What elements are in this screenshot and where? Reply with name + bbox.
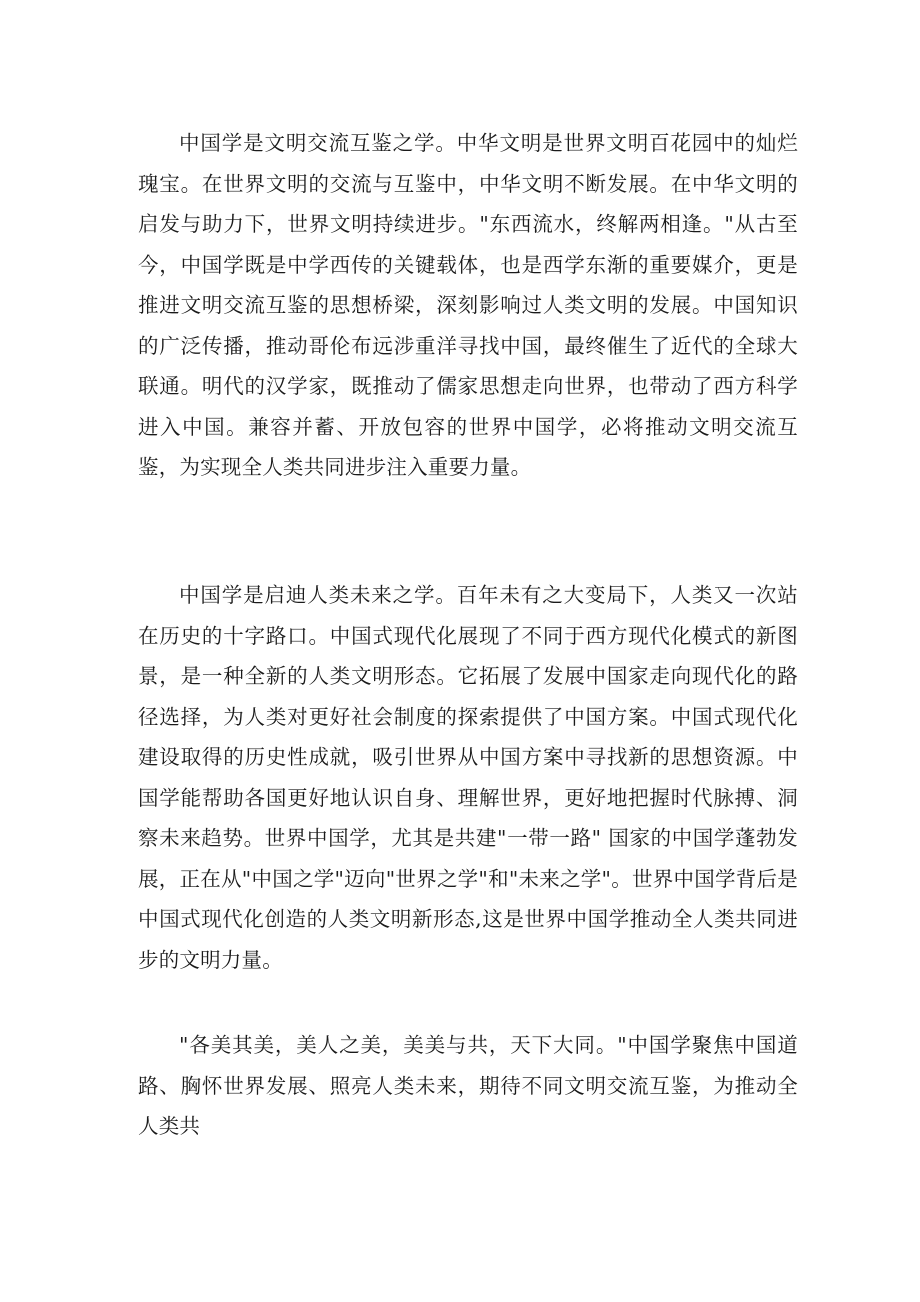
paragraph-civilization-exchange: 中国学是文明交流互鉴之学。中华文明是世界文明百花园中的灿烂瑰宝。在世界文明的交流与互鉴中，中华文明不断发展。在中华文明的启发与助力下，世界文明持续进步。"东西流水，终解两相逢。"从古至今，中国学既是中学西传的关键载体，也是西学东渐的重要媒介，更是推进文明交流互鉴的思想桥梁，深刻影响过人类文明的发展。中国知识的广泛传播，推动哥伦布远涉重洋寻找中国，最终催生了近代的全球大联通。明代的汉学家，既推动了儒家思想走向世界，也带动了西方科学进入中国。兼容并蓄、开放包容的世界中国学，必将推动文明交流互鉴，为实现全人类共同进步注入重要力量。 <box>138 131 798 479</box>
paragraph-great-harmony: "各美其美，美人之美，美美与共，天下大同。"中国学聚焦中国道路、胸怀世界发展、照亮人类未来，期待不同文明交流互鉴，为推动全人类共 <box>138 1033 798 1138</box>
paragraph-human-future: 中国学是启迪人类未来之学。百年未有之大变局下，人类又一次站在历史的十字路口。中国式现代化展现了不同于西方现代化模式的新图景，是一种全新的人类文明形态。它拓展了发展中国家走向现代化的路径选择，为人类对更好社会制度的探索提供了中国方案。中国式现代化建设取得的历史性成就，吸引世界从中国方案中寻找新的思想资源。中国学能帮助各国更好地认识自身、理解世界，更好地把握时代脉搏、洞察未来趋势。世界中国学，尤其是共建"一带一路" 国家的中国学蓬勃发展，正在从"中国之学"迈向"世界之学"和"未来之学"。世界中国学背后是中国式现代化创造的人类文明新形态,这是世界中国学推动全人类共同进步的文明力量。 <box>138 583 798 972</box>
